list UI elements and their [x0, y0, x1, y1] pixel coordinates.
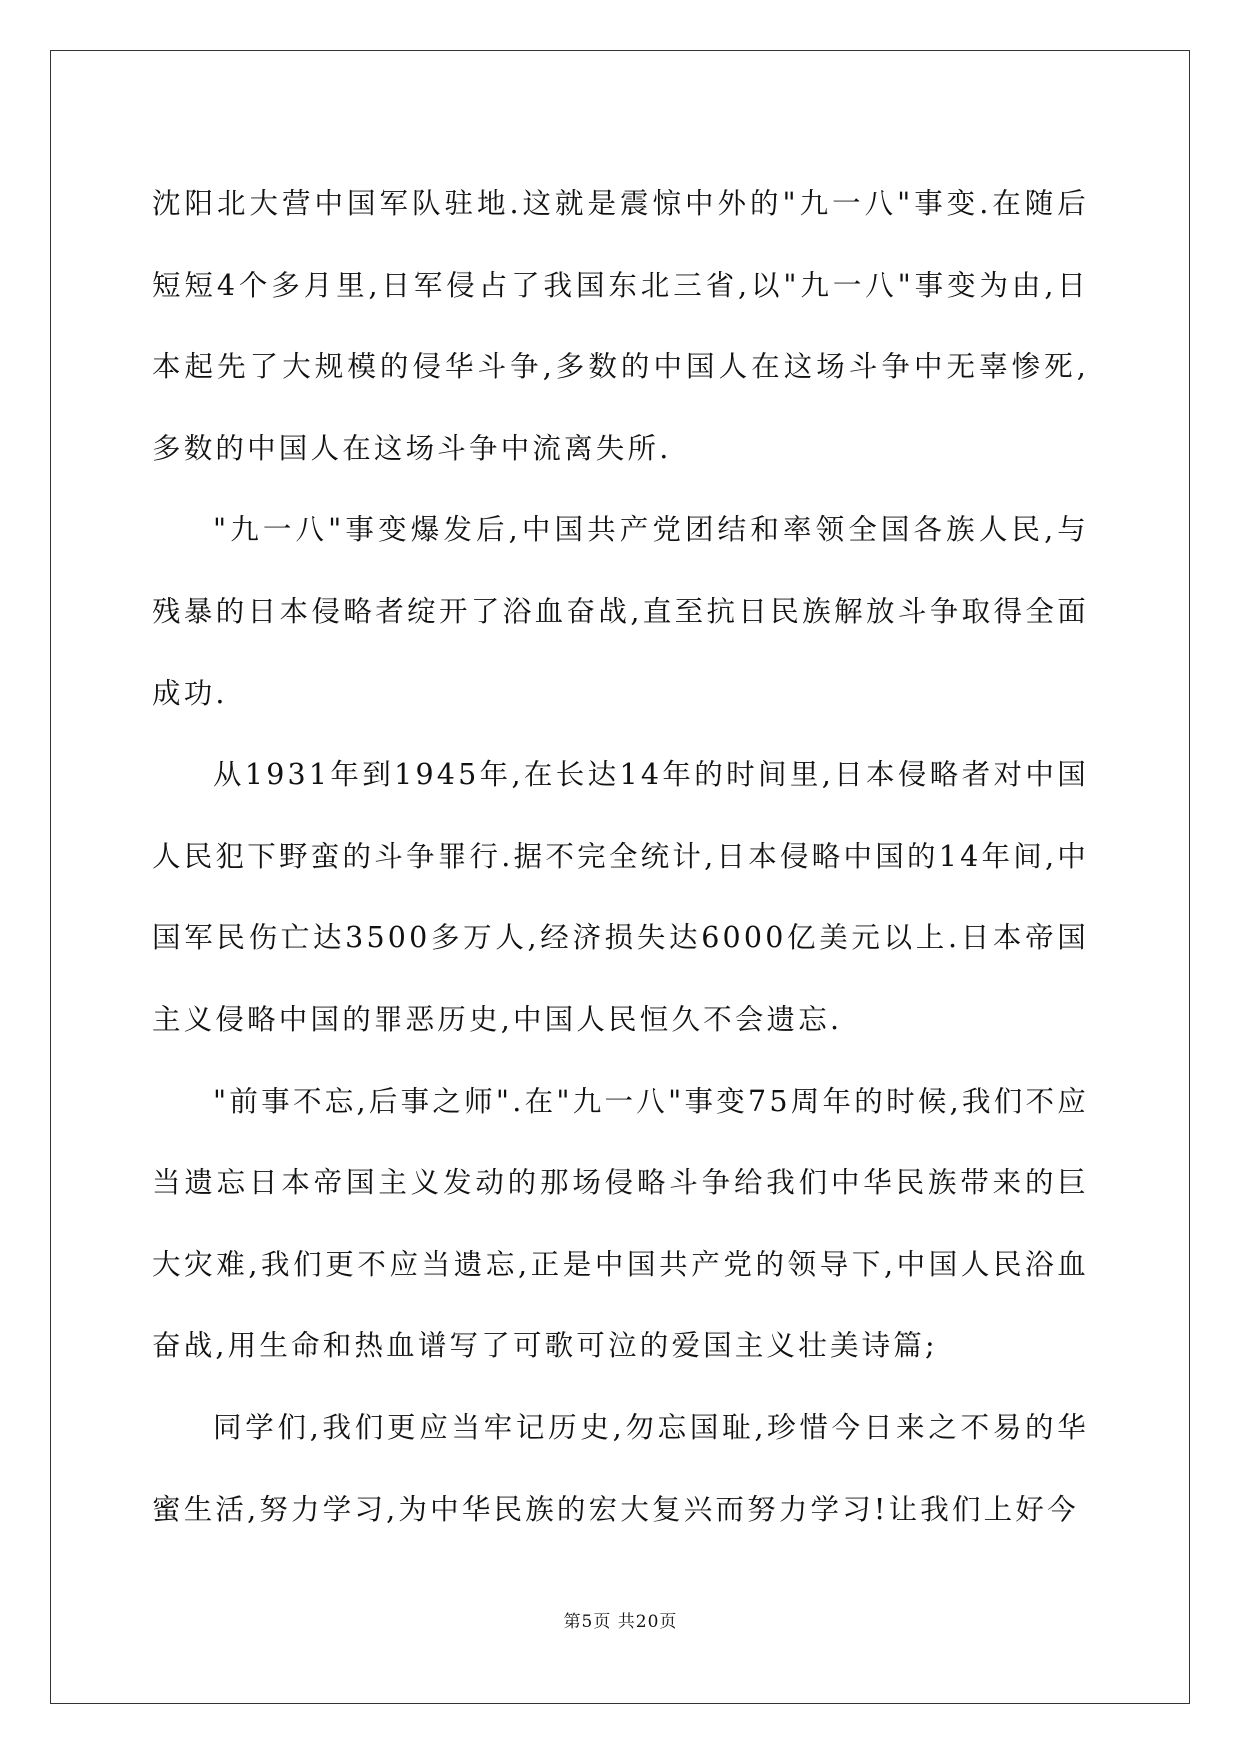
paragraph: 同学们,我们更应当牢记历史,勿忘国耻,珍惜今日来之不易的华蜜生活,努力学习,为中华民族的宏大复兴而努力学习!让我们上好今: [152, 1410, 1089, 1526]
paragraph: "前事不忘,后事之师".在"九一八"事变75周年的时候,我们不应当遗忘日本帝国主义发动的那场侵略斗争给我们中华民族带来的巨大灾难,我们更不应当遗忘,正是中国共产党的领导下,中国人民浴血奋战,用生命和热血谱写了可歌可泣的爱国主义壮美诗篇;: [152, 1084, 1089, 1363]
page-number-footer: 第5页 共20页: [563, 1612, 678, 1632]
paragraph-continued: 沈阳北大营中国军队驻地.这就是震惊中外的"九一八"事变.在随后短短4个多月里,日军侵占了我国东北三省,以"九一八"事变为由,日本起先了大规模的侵华斗争,多数的中国人在这场斗争中无辜惨死,多数的中国人在这场斗争中流离失所.: [152, 187, 1089, 465]
document-body: [152, 163, 1089, 1550]
paragraph: "九一八"事变爆发后,中国共产党团结和率领全国各族人民,与残暴的日本侵略者绽开了浴血奋战,直至抗日民族解放斗争取得全面成功.: [152, 513, 1089, 710]
paragraph: 从1931年到1945年,在长达14年的时间里,日本侵略者对中国人民犯下野蛮的斗争罪行.据不完全统计,日本侵略中国的14年间,中国军民伤亡达3500多万人,经济损失达6000亿美元以上.日本帝国主义侵略中国的罪恶历史,中国人民恒久不会遗忘.: [152, 758, 1089, 1036]
